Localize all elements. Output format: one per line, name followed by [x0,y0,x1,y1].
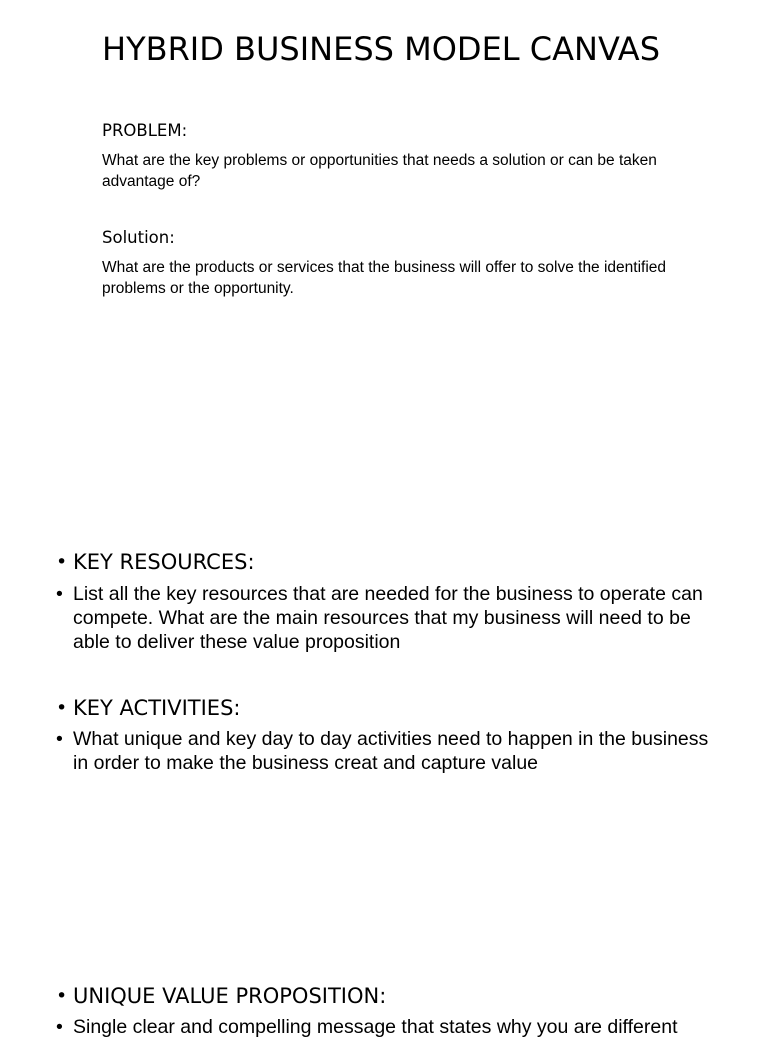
key-resources-description: List all the key resources that are needed for the business to operate can compete. What are the main resources that my business will need to be able to deliver these value proposition [73,583,703,653]
problem-description: What are the key problems or opportunities that needs a solution or can be taken advantage of? [102,152,657,190]
key-activities-description: What unique and key day to day activities need to happen in the business in order to make the business creat and capture value [73,728,709,774]
solution-heading: Solution: [102,228,175,247]
key-resources-heading: KEY RESOURCES: [73,550,255,574]
unique-value-proposition-description-bullet [56,1015,724,1039]
problem-heading: PROBLEM: [102,121,188,140]
bullet-marker: • [56,551,68,573]
unique-value-proposition-description: Single clear and compelling message that states why you are different [73,1016,678,1038]
bullet-marker: • [56,985,68,1007]
unique-value-proposition-heading: UNIQUE VALUE PROPOSITION: [73,984,387,1008]
key-activities-heading: KEY ACTIVITIES: [73,696,241,720]
unique-value-proposition-bullet [56,983,724,1009]
key-activities-bullet [56,695,724,721]
page-title: HYBRID BUSINESS MODEL CANVAS [102,30,660,68]
key-activities-description-bullet [56,727,724,775]
solution-description: What are the products or services that the business will offer to solve the identified problems or the opportunity. [102,259,667,297]
key-resources-bullet [56,549,724,575]
bullet-marker: • [56,728,63,750]
bullet-marker: • [56,697,68,719]
bullet-marker: • [56,1016,63,1038]
bullet-marker: • [56,583,63,605]
key-resources-description-bullet [56,582,724,654]
